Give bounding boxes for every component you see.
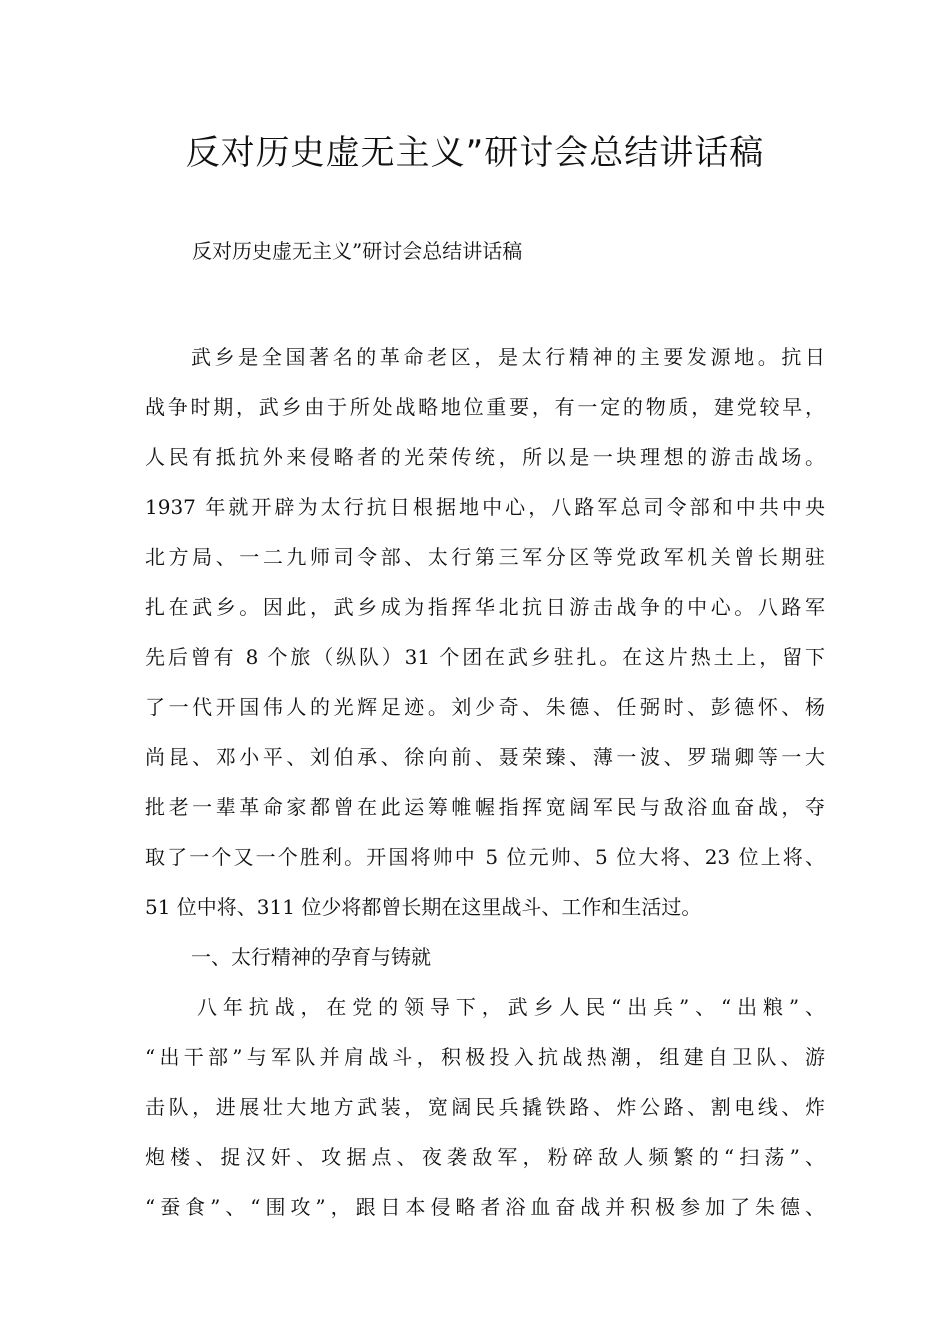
paragraph-line: 八年抗战，在党的领导下，武乡人民“出兵”、“出粮”、 (197, 995, 825, 1019)
paragraph-line: 取了一个又一个胜利。开国将帅中 5 位元帅、5 位大将、23 位上将、 (145, 845, 825, 869)
paragraph-line: 击队，进展壮大地方武装，宽阔民兵撬铁路、炸公路、割电线、炸 (145, 1095, 825, 1119)
paragraph-line: 北方局、一二九师司令部、太行第三军分区等党政军机关曾长期驻 (145, 545, 825, 569)
paragraph-line: 了一代开国伟人的光辉足迹。刘少奇、朱德、任弼时、彭德怀、杨 (145, 695, 825, 719)
paragraph-line: 战争时期，武乡由于所处战略地位重要，有一定的物质，建党较早， (145, 395, 825, 419)
paragraph-line: 炮楼、捉汉奸、攻据点、夜袭敌军，粉碎敌人频繁的“扫荡”、 (145, 1145, 825, 1169)
paragraph-line: 51 位中将、311 位少将都曾长期在这里战斗、工作和生活过。 (145, 895, 702, 919)
section-heading: 一、太行精神的孕育与铸就 (191, 945, 431, 969)
paragraph-line: 1937 年就开辟为太行抗日根据地中心，八路军总司令部和中共中央 (145, 495, 825, 519)
paragraph-line: 先后曾有 8 个旅（纵队）31 个团在武乡驻扎。在这片热土上，留下 (145, 645, 825, 669)
paragraph-line: 批老一辈革命家都曾在此运筹帷幄指挥宽阔军民与敌浴血奋战，夺 (145, 795, 825, 819)
paragraph-line: 尚昆、邓小平、刘伯承、徐向前、聂荣臻、薄一波、罗瑞卿等一大 (145, 745, 825, 769)
paragraph-line: “出干部”与军队并肩战斗，积极投入抗战热潮，组建自卫队、游 (145, 1045, 825, 1069)
document-title: 反对历史虚无主义”研讨会总结讲话稿 (185, 133, 765, 173)
paragraph-line: 武乡是全国著名的革命老区，是太行精神的主要发源地。抗日 (191, 345, 825, 369)
paragraph-line: 扎在武乡。因此，武乡成为指挥华北抗日游击战争的中心。八路军 (145, 595, 825, 619)
document-subtitle: 反对历史虚无主义”研讨会总结讲话稿 (192, 239, 523, 263)
paragraph-line: “蚕食”、“围攻”，跟日本侵略者浴血奋战并积极参加了朱德、 (145, 1195, 825, 1219)
document-body (145, 332, 825, 1232)
paragraph-line: 人民有抵抗外来侵略者的光荣传统，所以是一块理想的游击战场。 (145, 445, 825, 469)
